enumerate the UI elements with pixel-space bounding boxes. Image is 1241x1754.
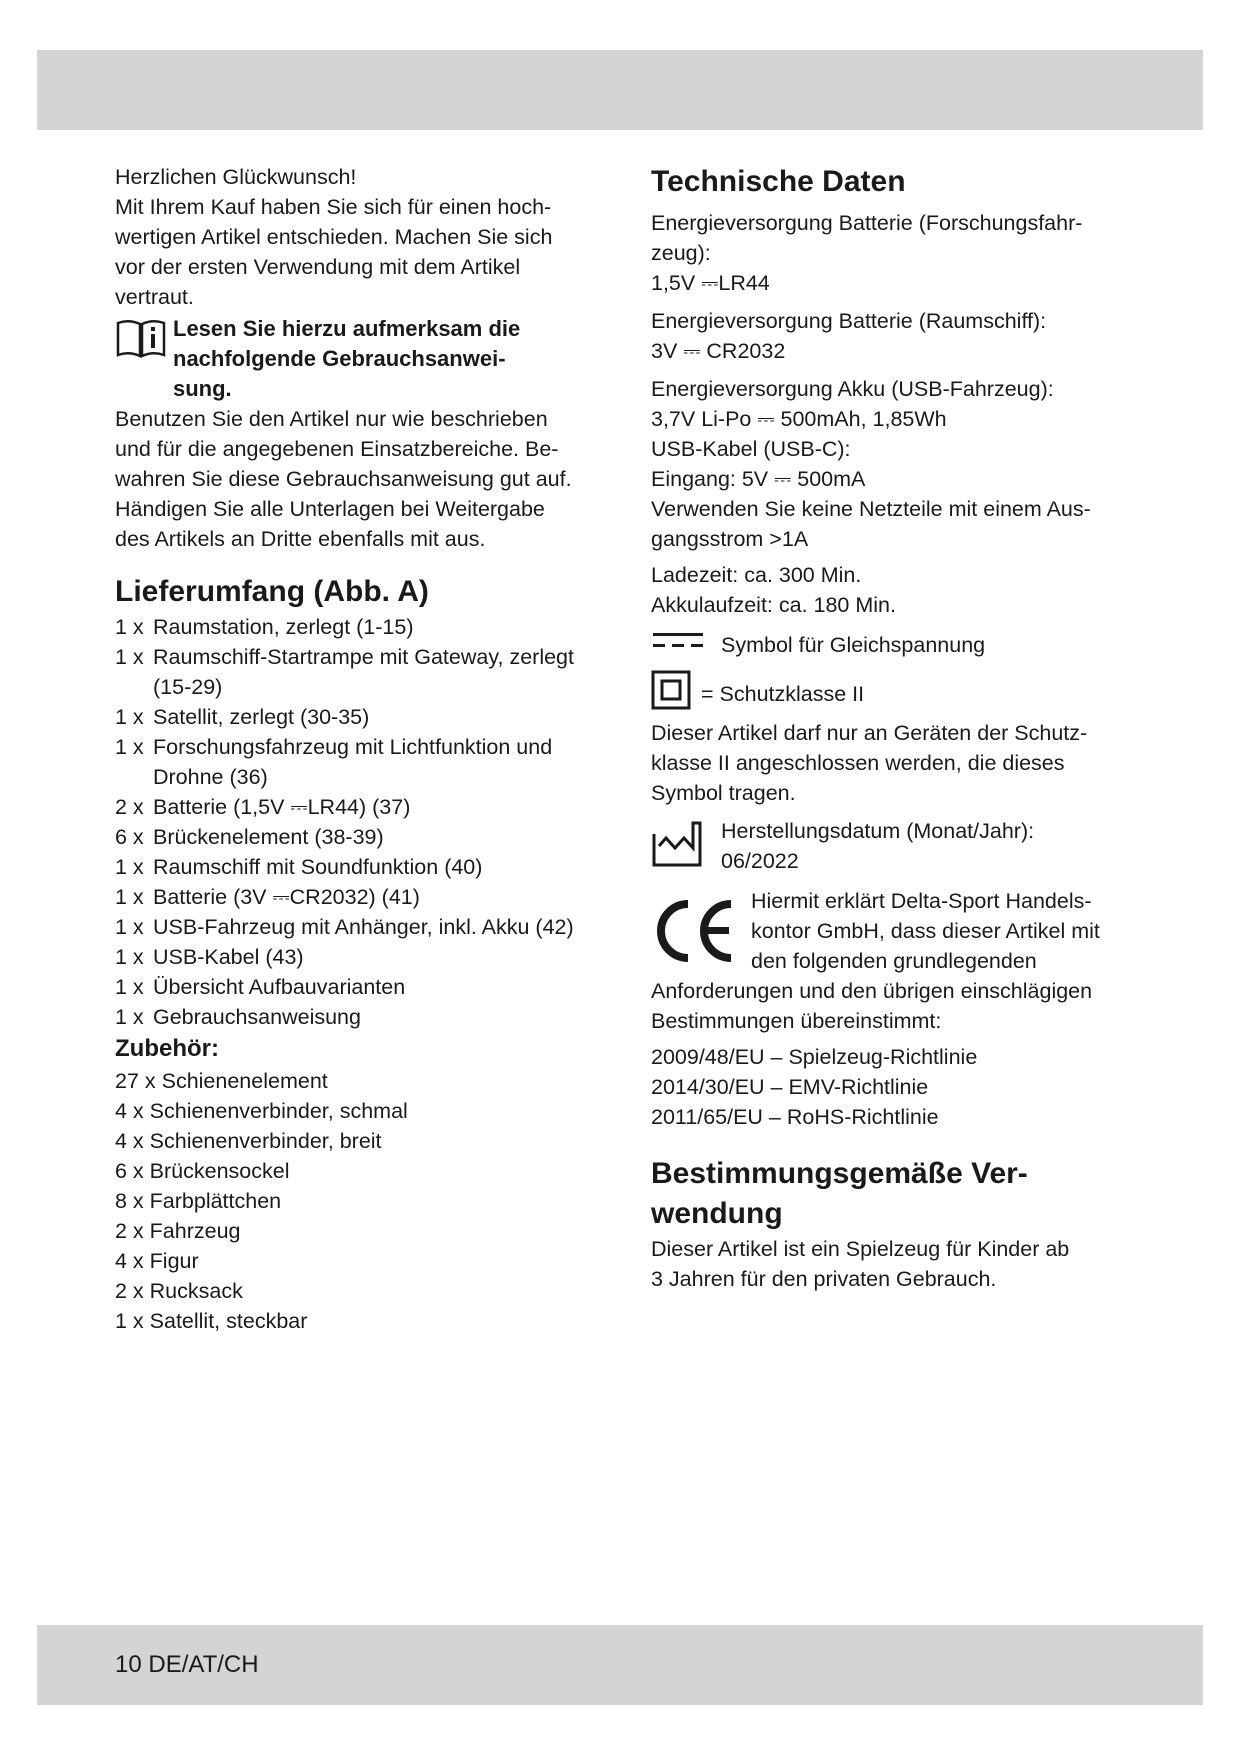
tech-block <box>651 374 1121 554</box>
note-line: sung. <box>173 376 232 401</box>
text-line: Energieversorgung Batterie (Raumschiff): <box>651 309 1047 333</box>
dc-symbol-label: Symbol für Gleichspannung <box>721 633 986 657</box>
list-item: 2 x Fahrzeug <box>115 1219 241 1243</box>
usage-paragraph <box>115 404 595 554</box>
list-item: 2 x Batterie (1,5V ⎓LR44) (37) <box>115 795 411 819</box>
tech-block <box>651 560 1121 620</box>
heading-line: wendung <box>651 1197 783 1230</box>
class2-row <box>651 670 1121 718</box>
text-line: Energieversorgung Akku (USB-Fahrzeug): <box>651 377 1054 401</box>
text-line: Händigen Sie alle Unterlagen bei Weitergabe <box>115 497 545 521</box>
dc-symbol-row <box>651 630 1121 660</box>
text-line: 3V ⎓ CR2032 <box>651 339 786 363</box>
text-line: klasse II angeschlossen werden, die dieses <box>651 751 1065 775</box>
ce-mark-icon <box>651 886 751 972</box>
text-line: wertigen Artikel entschieden. Machen Sie sich <box>115 225 553 249</box>
text-line: Eingang: 5V ⎓ 500mA <box>651 467 866 491</box>
class2-description <box>651 718 1121 808</box>
list-item: 4 x Schienenverbinder, breit <box>115 1129 382 1153</box>
text-line: Herstellungsdatum (Monat/Jahr): <box>721 819 1035 843</box>
list-item: 8 x Farbplättchen <box>115 1189 282 1213</box>
text-line: gangsstrom >1A <box>651 527 809 551</box>
header-bar <box>37 50 1203 130</box>
text-line: Herzlichen Glückwunsch! <box>115 165 357 189</box>
ce-continuation <box>651 976 1121 1036</box>
dc-voltage-icon <box>651 630 721 660</box>
text-line: Hiermit erklärt Delta-Sport Handels- <box>751 889 1092 913</box>
list-item: 2 x Rucksack <box>115 1279 243 1303</box>
text-line: Symbol tragen. <box>651 781 796 805</box>
right-column <box>651 162 1121 1294</box>
text-line: Verwenden Sie keine Netzteile mit einem Aus- <box>651 497 1091 521</box>
manufacture-date-icon <box>651 816 721 876</box>
directive-line: 2014/30/EU – EMV-Richtlinie <box>651 1075 929 1099</box>
text-line: Akkulaufzeit: ca. 180 Min. <box>651 593 896 617</box>
text-line: und für die angegebenen Einsatzbereiche. Be- <box>115 437 559 461</box>
list-item: 1 x Gebrauchsanweisung <box>115 1005 361 1029</box>
page-number: 10 DE/AT/CH <box>115 1651 259 1678</box>
list-item: (15-29) <box>153 675 223 699</box>
text-line: 3,7V Li-Po ⎓ 500mAh, 1,85Wh <box>651 407 947 431</box>
list-item: 1 x USB-Fahrzeug mit Anhänger, inkl. Akku (42) <box>115 915 574 939</box>
directive-line: 2011/65/EU – RoHS-Richtlinie <box>651 1105 939 1129</box>
intended-use-paragraph <box>651 1234 1121 1294</box>
scope-list <box>115 612 595 1032</box>
tech-block <box>651 208 1121 298</box>
intro-paragraph <box>115 162 595 312</box>
accessories-list <box>115 1066 595 1336</box>
list-item: 6 x Brückenelement (38-39) <box>115 825 384 849</box>
protection-class-2-icon <box>651 670 701 718</box>
text-line: Anforderungen und den übrigen einschlägigen <box>651 979 1093 1003</box>
text-line: Mit Ihrem Kauf haben Sie sich für einen hoch- <box>115 195 552 219</box>
note-line: nachfolgende Gebrauchsanwei- <box>173 346 506 371</box>
accessories-heading: Zubehör: <box>115 1035 219 1062</box>
list-item: 1 x Raumschiff mit Soundfunktion (40) <box>115 855 483 879</box>
left-column <box>115 162 595 1336</box>
text-line: vor der ersten Verwendung mit dem Artikel <box>115 255 521 279</box>
text-line: vertraut. <box>115 285 194 309</box>
text-line: Benutzen Sie den Artikel nur wie beschrieben <box>115 407 548 431</box>
text-line: des Artikels an Dritte ebenfalls mit aus. <box>115 527 486 551</box>
scope-heading: Lieferumfang (Abb. A) <box>115 575 429 608</box>
text-line: Dieser Artikel ist ein Spielzeug für Kinder ab <box>651 1237 1070 1261</box>
directive-line: 2009/48/EU – Spielzeug-Richtlinie <box>651 1045 978 1069</box>
list-item: 4 x Schienenverbinder, schmal <box>115 1099 408 1123</box>
list-item: 1 x USB-Kabel (43) <box>115 945 304 969</box>
manual-info-icon <box>115 314 173 366</box>
tech-block <box>651 306 1121 366</box>
intended-use-heading <box>651 1154 1121 1234</box>
list-item: 1 x Satellit, zerlegt (30-35) <box>115 705 370 729</box>
ce-declaration <box>651 886 1121 976</box>
text-line: 3 Jahren für den privaten Gebrauch. <box>651 1267 997 1291</box>
directives-list <box>651 1042 1121 1132</box>
manufacture-date-row <box>651 816 1121 876</box>
text-line: Dieser Artikel darf nur an Geräten der Schutz- <box>651 721 1088 745</box>
list-item: 4 x Figur <box>115 1249 199 1273</box>
text-line: kontor GmbH, dass dieser Artikel mit <box>751 919 1100 943</box>
list-item: 1 x Batterie (3V ⎓CR2032) (41) <box>115 885 420 909</box>
list-item: 1 x Übersicht Aufbauvarianten <box>115 975 406 999</box>
tech-heading: Technische Daten <box>651 165 906 198</box>
text-line: zeug): <box>651 241 711 265</box>
text-line: 1,5V ⎓LR44 <box>651 271 770 295</box>
list-item: Drohne (36) <box>153 765 268 789</box>
list-item: 1 x Raumschiff-Startrampe mit Gateway, zerlegt <box>115 645 574 669</box>
list-item: 27 x Schienenelement <box>115 1069 328 1093</box>
text-line: wahren Sie diese Gebrauchsanweisung gut auf. <box>115 467 572 491</box>
class2-label: = Schutzklasse II <box>701 682 865 706</box>
note-line: Lesen Sie hierzu aufmerksam die <box>173 316 521 341</box>
text-line: 06/2022 <box>721 849 799 873</box>
text-line: Ladezeit: ca. 300 Min. <box>651 563 862 587</box>
list-item: 6 x Brückensockel <box>115 1159 290 1183</box>
list-item: 1 x Forschungsfahrzeug mit Lichtfunktion und <box>115 735 553 759</box>
list-item: 1 x Raumstation, zerlegt (1-15) <box>115 615 414 639</box>
text-line: Bestimmungen übereinstimmt: <box>651 1009 942 1033</box>
text-line: den folgenden grundlegenden <box>751 949 1037 973</box>
list-item: 1 x Satellit, steckbar <box>115 1309 308 1333</box>
heading-line: Bestimmungsgemäße Ver- <box>651 1157 1028 1190</box>
read-manual-note <box>115 314 595 404</box>
text-line: Energieversorgung Batterie (Forschungsfahr- <box>651 211 1083 235</box>
text-line: USB-Kabel (USB-C): <box>651 437 851 461</box>
